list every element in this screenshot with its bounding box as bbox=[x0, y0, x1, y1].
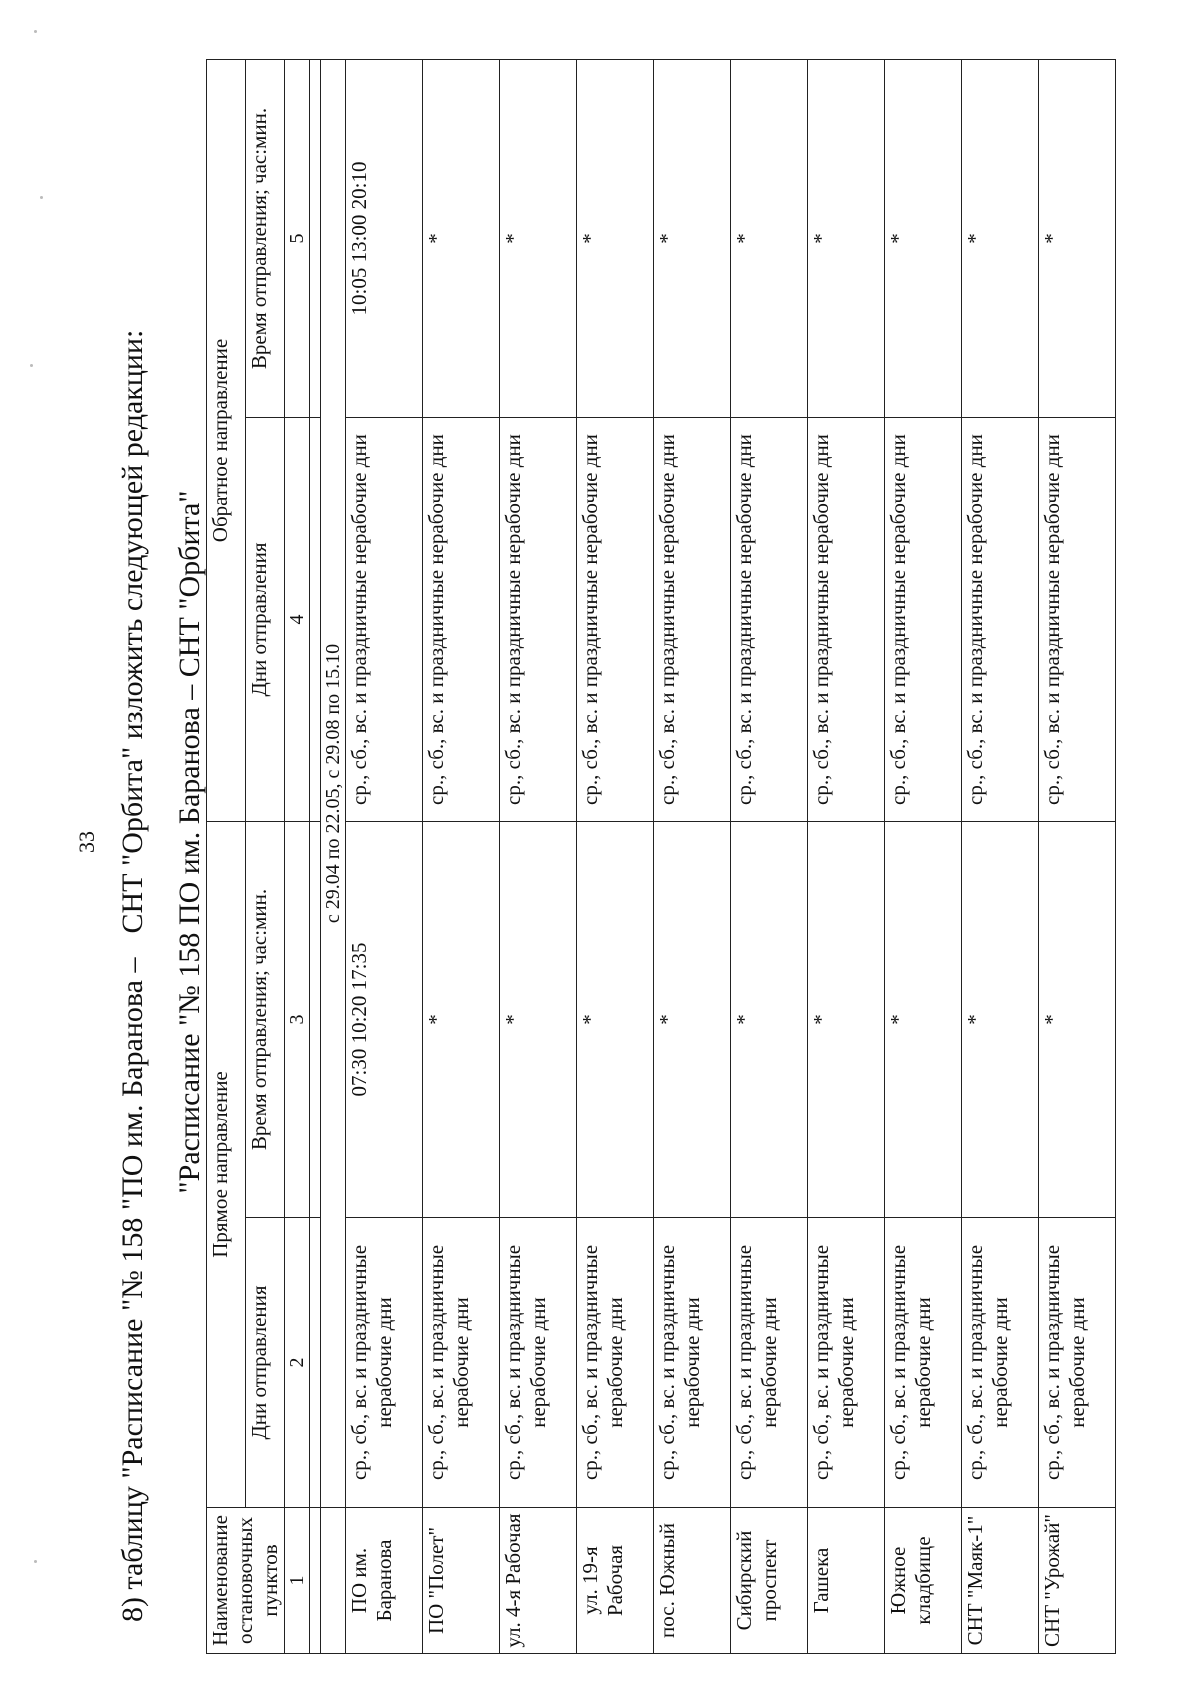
stop-name-cell: пос. Южный bbox=[654, 1508, 731, 1654]
reverse-time-cell: * bbox=[654, 59, 731, 417]
spacer-cell bbox=[310, 418, 321, 822]
schedule-title: "Расписание "№ 158 ПО им. Баранова – СНТ "Орбита" bbox=[173, 490, 206, 1194]
rotated-page bbox=[74, 22, 1188, 1662]
reverse-time-cell: * bbox=[423, 59, 500, 417]
table-row bbox=[1039, 59, 1116, 1653]
intro-text-part-2: СНТ "Орбита" изложить следующей редакции: bbox=[116, 329, 149, 934]
forward-days-cell: ср., сб., вс. и праздничные нерабочие дни bbox=[500, 1218, 577, 1508]
header-forward-time: Время отправления; час:мин. bbox=[246, 822, 285, 1218]
reverse-days-cell: ср., сб., вс. и праздничные нерабочие дни bbox=[731, 418, 808, 822]
stop-name-cell: ул. 19-я Рабочая bbox=[577, 1508, 654, 1654]
reverse-time-cell: 10:05 13:00 20:10 bbox=[346, 59, 423, 417]
forward-days-cell: ср., сб., вс. и праздничные нерабочие дни bbox=[577, 1218, 654, 1508]
forward-time-cell: * bbox=[577, 822, 654, 1218]
table-row bbox=[808, 59, 885, 1653]
header-reverse-direction: Обратное направление bbox=[207, 59, 246, 821]
column-number: 3 bbox=[285, 822, 310, 1218]
reverse-time-cell: * bbox=[808, 59, 885, 417]
column-number: 4 bbox=[285, 418, 310, 822]
forward-days-cell: ср., сб., вс. и праздничные нерабочие дни bbox=[731, 1218, 808, 1508]
forward-time-cell: * bbox=[962, 822, 1039, 1218]
forward-time-cell: * bbox=[731, 822, 808, 1218]
reverse-days-cell: ср., сб., вс. и праздничные нерабочие дни bbox=[654, 418, 731, 822]
forward-time-cell: * bbox=[500, 822, 577, 1218]
reverse-time-cell: * bbox=[1039, 59, 1116, 417]
reverse-days-cell: ср., сб., вс. и праздничные нерабочие дни bbox=[346, 418, 423, 822]
forward-time-cell: * bbox=[654, 822, 731, 1218]
scan-speck bbox=[34, 30, 37, 33]
forward-time-cell: * bbox=[423, 822, 500, 1218]
schedule-table bbox=[206, 59, 1116, 1654]
forward-days-cell: ср., сб., вс. и праздничные нерабочие дни bbox=[654, 1218, 731, 1508]
reverse-time-cell: * bbox=[577, 59, 654, 417]
column-number: 2 bbox=[285, 1218, 310, 1508]
stop-name-cell: СНТ "Маяк-1" bbox=[962, 1508, 1039, 1654]
table-row bbox=[577, 59, 654, 1653]
table-row bbox=[500, 59, 577, 1653]
reverse-time-cell: * bbox=[500, 59, 577, 417]
schedule-period: с 29.04 по 22.05, с 29.08 по 15.10 bbox=[321, 59, 346, 1507]
stop-name-cell: ПО "Полет" bbox=[423, 1508, 500, 1654]
forward-days-cell: ср., сб., вс. и праздничные нерабочие дни bbox=[808, 1218, 885, 1508]
header-reverse-days: Дни отправления bbox=[246, 418, 285, 822]
stop-name-cell: Гашека bbox=[808, 1508, 885, 1654]
table-row bbox=[731, 59, 808, 1653]
forward-days-cell: ср., сб., вс. и праздничные нерабочие дни bbox=[423, 1218, 500, 1508]
forward-time-cell: 07:30 10:20 17:35 bbox=[346, 822, 423, 1218]
table-row bbox=[885, 59, 962, 1653]
forward-days-cell: ср., сб., вс. и праздничные нерабочие дни bbox=[962, 1218, 1039, 1508]
intro-paragraph bbox=[108, 62, 158, 1622]
forward-time-cell: * bbox=[808, 822, 885, 1218]
table-row bbox=[962, 59, 1039, 1653]
reverse-time-cell: * bbox=[731, 59, 808, 417]
column-number: 1 bbox=[285, 1508, 310, 1654]
scan-speck bbox=[40, 196, 43, 199]
scan-speck bbox=[30, 364, 33, 367]
stop-name-cell: ПО им. Баранова bbox=[346, 1508, 423, 1654]
column-number: 5 bbox=[285, 59, 310, 417]
reverse-days-cell: ср., сб., вс. и праздничные нерабочие дни bbox=[808, 418, 885, 822]
spacer-cell bbox=[321, 1508, 346, 1654]
forward-time-cell: * bbox=[1039, 822, 1116, 1218]
scan-speck bbox=[34, 1560, 37, 1563]
reverse-days-cell: ср., сб., вс. и праздничные нерабочие дни bbox=[885, 418, 962, 822]
spacer-cell bbox=[310, 1508, 321, 1654]
spacer-cell bbox=[310, 822, 321, 1218]
table-row bbox=[346, 59, 423, 1653]
page-number: 33 bbox=[74, 831, 99, 853]
table-row bbox=[654, 59, 731, 1653]
reverse-time-cell: * bbox=[962, 59, 1039, 417]
forward-time-cell: * bbox=[885, 822, 962, 1218]
reverse-days-cell: ср., сб., вс. и праздничные нерабочие дни bbox=[577, 418, 654, 822]
spacer-cell bbox=[310, 59, 321, 417]
spacer-cell bbox=[310, 1218, 321, 1508]
reverse-days-cell: ср., сб., вс. и праздничные нерабочие дни bbox=[962, 418, 1039, 822]
reverse-days-cell: ср., сб., вс. и праздничные нерабочие дни bbox=[423, 418, 500, 822]
stop-name-cell: ул. 4-я Рабочая bbox=[500, 1508, 577, 1654]
reverse-days-cell: ср., сб., вс. и праздничные нерабочие дни bbox=[1039, 418, 1116, 822]
header-stop-name: Наименование остановочных пунктов bbox=[207, 1508, 285, 1654]
forward-days-cell: ср., сб., вс. и праздничные нерабочие дни bbox=[885, 1218, 962, 1508]
stop-name-cell: СНТ "Урожай" bbox=[1039, 1508, 1116, 1654]
header-forward-days: Дни отправления bbox=[246, 1218, 285, 1508]
forward-days-cell: ср., сб., вс. и праздничные нерабочие дни bbox=[346, 1218, 423, 1508]
header-forward-direction: Прямое направление bbox=[207, 822, 246, 1508]
stop-name-cell: Сибирский проспект bbox=[731, 1508, 808, 1654]
reverse-time-cell: * bbox=[885, 59, 962, 417]
intro-text-part-1: 8) таблицу "Расписание "№ 158 "ПО им. Баранова – bbox=[116, 957, 149, 1622]
stop-name-cell: Южное кладбище bbox=[885, 1508, 962, 1654]
header-reverse-time: Время отправления; час:мин. bbox=[246, 59, 285, 417]
table-row bbox=[423, 59, 500, 1653]
reverse-days-cell: ср., сб., вс. и праздничные нерабочие дни bbox=[500, 418, 577, 822]
forward-days-cell: ср., сб., вс. и праздничные нерабочие дни bbox=[1039, 1218, 1116, 1508]
